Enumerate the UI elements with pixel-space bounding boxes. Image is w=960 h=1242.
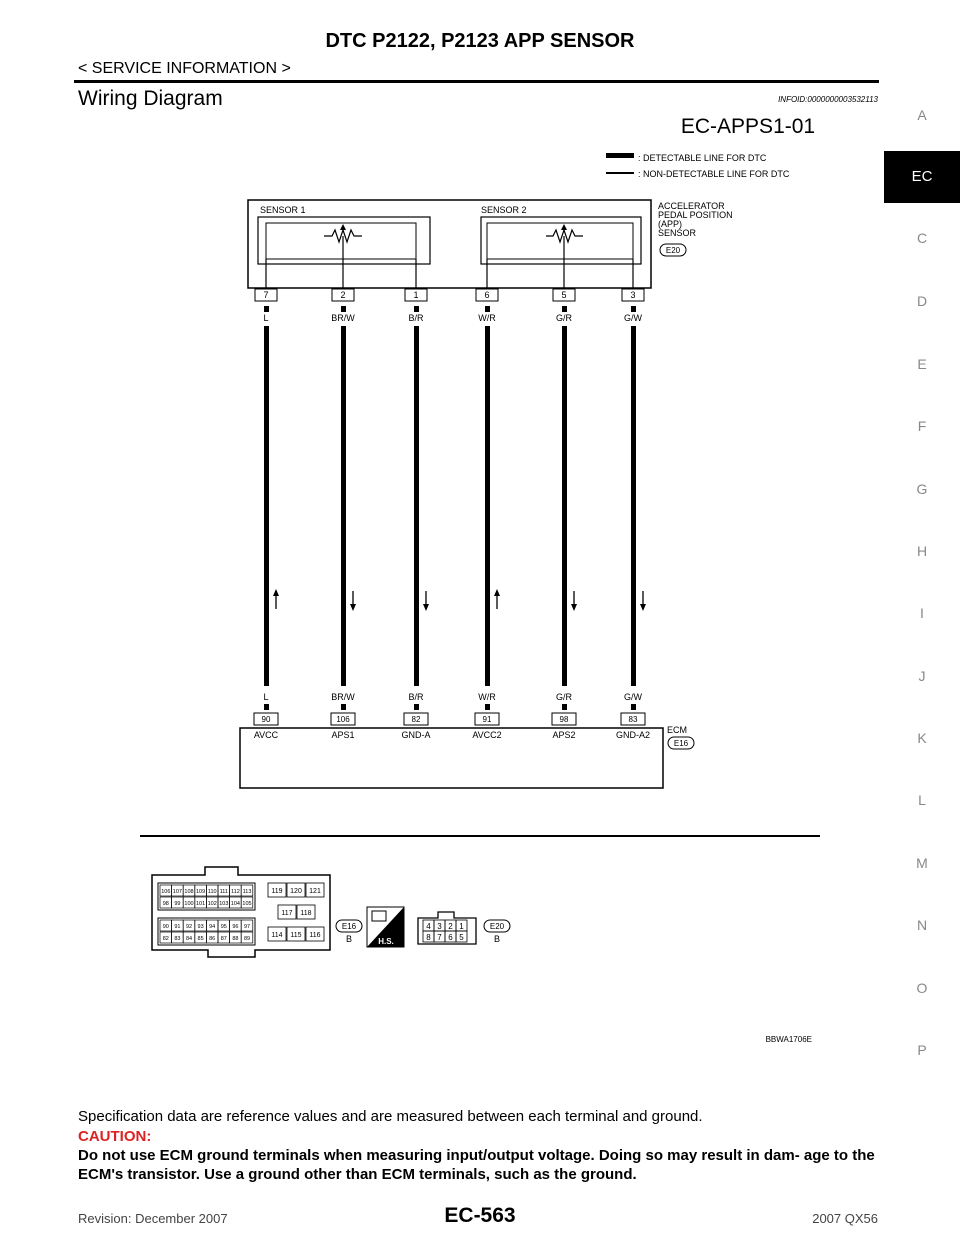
figure-id: BBWA1706E <box>765 1035 812 1044</box>
wire-4 <box>472 289 501 740</box>
wire-line <box>562 326 567 686</box>
sensor-pin-number: 5 <box>561 290 567 300</box>
ecm-cell-label: 107 <box>172 889 182 895</box>
signal-arrow-down-icon <box>423 591 429 611</box>
ecm-pin-number: 82 <box>411 715 421 724</box>
ecm-cell-label: 91 <box>174 924 181 930</box>
e20-cell-label: 4 <box>426 922 431 931</box>
e20-color: B <box>493 934 501 944</box>
wire-color-top: W/R <box>478 313 496 323</box>
signal-arrow-down-icon <box>350 591 356 611</box>
ecm-cell-label: 82 <box>162 936 169 942</box>
sensor-pin-number: 3 <box>630 290 636 300</box>
app-sensor-outline <box>248 200 651 288</box>
ecm-cell-label: 118 <box>300 910 312 917</box>
e20-cell-label: 2 <box>448 922 453 931</box>
ecm-cell-label: 106 <box>161 889 171 895</box>
wire-color-bottom: B/R <box>408 692 424 702</box>
ecm-signal-name: AVCC <box>253 730 279 740</box>
section-index-c[interactable]: C <box>916 230 928 246</box>
wire-line <box>485 326 490 686</box>
ecm-cell-label: 87 <box>220 936 227 942</box>
ecm-cell-label: 97 <box>243 924 251 930</box>
ecm-cell-label: 96 <box>232 924 239 930</box>
ecm-cell-label: 108 <box>184 889 194 895</box>
wire-color-bottom: BR/W <box>331 692 355 702</box>
section-index-f[interactable]: F <box>917 418 927 434</box>
section-index-d[interactable]: D <box>916 293 928 309</box>
section-index-a[interactable]: A <box>917 107 927 123</box>
ecm-cell-label: 117 <box>281 910 293 917</box>
ecm-cell-label: 104 <box>230 901 240 907</box>
diagram-legend <box>606 153 790 179</box>
ecm-cell-label: 114 <box>271 932 283 939</box>
e20-code: E20 <box>489 922 505 931</box>
ecm-signal-name: APS1 <box>331 730 355 740</box>
ecm-cell-label: 116 <box>309 932 321 939</box>
ecm-cell-label: 111 <box>219 889 228 895</box>
wire-line <box>414 326 419 686</box>
wire-color-top: L <box>263 313 269 323</box>
ecm-signal-name: GND-A <box>401 730 431 740</box>
sensor2-wiper-icon <box>561 224 567 230</box>
signal-arrow-up-icon <box>273 589 279 609</box>
sensor-pin-number: 2 <box>340 290 346 300</box>
sensor-name-line-2: PEDAL POSITION <box>658 210 733 220</box>
sensor-name-line-3: (APP) <box>658 219 683 229</box>
section-index-l[interactable]: L <box>918 792 926 808</box>
sensor1-wiper-icon <box>340 224 346 230</box>
sensor1-label: SENSOR 1 <box>260 205 306 215</box>
ecm-cell-label: 109 <box>196 889 206 895</box>
wire-color-top: G/R <box>555 313 573 323</box>
wire-color-bottom: G/W <box>624 692 642 702</box>
sensor-pin-number: 1 <box>413 290 419 300</box>
ecm-cell-label: 112 <box>231 889 240 895</box>
ecm-cell-label: 110 <box>207 889 217 895</box>
wire-5 <box>552 289 577 740</box>
ecm-signal-name: APS2 <box>552 730 576 740</box>
wire-color-top: B/R <box>408 313 424 323</box>
harness-side-icon <box>367 907 404 947</box>
section-index-k[interactable]: K <box>917 730 927 746</box>
section-index-i[interactable]: I <box>920 605 924 621</box>
section-index-e[interactable]: E <box>917 356 927 372</box>
ecm-cell-label: 86 <box>209 936 216 942</box>
ecm-cell-label: 95 <box>220 924 227 930</box>
ecm-cell-label: 89 <box>243 936 251 942</box>
sensor1-element <box>258 217 430 264</box>
wire-color-top: BR/W <box>331 313 355 323</box>
wire-color-bottom: W/R <box>478 692 496 702</box>
ecm-cell-label: 93 <box>197 924 204 930</box>
caution-label: CAUTION: <box>78 1128 152 1145</box>
section-index-m[interactable]: M <box>916 855 928 871</box>
hs-label: H.S. <box>378 937 394 946</box>
wire-harness <box>254 289 650 740</box>
diagram-title: EC-APPS1-01 <box>680 115 816 138</box>
ecm-cell-label: 102 <box>207 901 217 907</box>
wire-1 <box>254 289 279 740</box>
ecm-cell-label: 100 <box>184 901 194 907</box>
e20-cell-label: 8 <box>426 933 431 942</box>
ecm-pin-number: 83 <box>628 715 638 724</box>
wire-color-top: G/W <box>624 313 642 323</box>
ecm-cell-label: 113 <box>242 889 252 895</box>
wire-color-bottom: G/R <box>555 692 573 702</box>
footer-model: 2007 QX56 <box>812 1211 878 1226</box>
ecm-pin-number: 91 <box>482 715 492 724</box>
section-index-ec[interactable]: EC <box>884 151 960 203</box>
e20-connector-cells <box>423 920 467 942</box>
signal-arrow-up-icon <box>494 589 500 609</box>
sensor-pin-number: 7 <box>263 290 269 300</box>
spec-text: Specification data are reference values and are measured between each terminal and ground. <box>78 1108 703 1125</box>
wire-line <box>264 326 269 686</box>
ecm-cell-label: 99 <box>174 901 181 907</box>
legend-detectable-label: : DETECTABLE LINE FOR DTC <box>638 153 767 163</box>
ecm-cell-label: 119 <box>271 888 283 895</box>
e20-cell-label: 6 <box>448 933 453 942</box>
page-title: DTC P2122, P2123 APP SENSOR <box>325 30 635 52</box>
ecm-connector-code: E16 <box>673 739 689 748</box>
wire-color-bottom: L <box>263 692 269 702</box>
section-index-h[interactable]: H <box>916 543 928 559</box>
ecm-cell-label: 92 <box>185 924 193 930</box>
ecm-cell-label: 98 <box>162 901 169 907</box>
ecm-cell-label: 121 <box>309 888 321 895</box>
ecm-cell-label: 101 <box>196 901 206 907</box>
connector-views <box>152 867 510 957</box>
sensor-name-line-4: SENSOR <box>658 228 697 238</box>
e16-color: B <box>345 934 353 944</box>
sensor-name-line-1: ACCELERATOR <box>658 201 725 211</box>
ecm-pin-number: 90 <box>261 715 271 724</box>
sensor-pin-number: 6 <box>484 290 490 300</box>
footer-revision: Revision: December 2007 <box>78 1211 228 1226</box>
sensor2-label: SENSOR 2 <box>481 205 527 215</box>
ecm-cell-label: 94 <box>209 924 216 930</box>
ecm-cell-label: 90 <box>162 924 169 930</box>
e20-cell-label: 7 <box>437 933 442 942</box>
wire-line <box>631 326 636 686</box>
ecm-cell-label: 103 <box>219 901 229 907</box>
ecm-signal-name: AVCC2 <box>472 730 502 740</box>
wire-3 <box>402 289 431 740</box>
footer-page-number: EC-563 <box>444 1204 516 1227</box>
caution-text: Do not use ECM ground terminals when measuring input/output voltage. Doing so may result in dam- age to the ECM's transistor. Use a ground other than ECM terminals, such as the ground. <box>78 1147 875 1183</box>
wire-6 <box>616 289 650 740</box>
ecm-cell-label: 84 <box>185 936 193 942</box>
ecm-connector-cells <box>158 883 324 945</box>
ecm-cell-label: 120 <box>290 888 302 895</box>
non-detectable-line-swatch <box>606 172 634 174</box>
section-index-p[interactable]: P <box>917 1042 927 1058</box>
e20-cell-label: 3 <box>437 922 442 931</box>
detectable-line-swatch <box>606 153 634 158</box>
ecm-cell-label: 83 <box>174 936 181 942</box>
section-index-n[interactable]: N <box>916 917 928 933</box>
section-index-j[interactable]: J <box>918 668 926 684</box>
section-heading: Wiring Diagram <box>78 87 223 110</box>
section-index-g[interactable]: G <box>916 481 928 497</box>
signal-arrow-down-icon <box>571 591 577 611</box>
ecm-cell-label: 105 <box>242 901 252 907</box>
app-sensor-block <box>248 200 733 288</box>
ecm-label: ECM <box>667 725 687 735</box>
section-tag: < SERVICE INFORMATION > <box>78 60 291 77</box>
ecm-pin-number: 98 <box>559 715 569 724</box>
sensor-connector-code: E20 <box>665 246 681 255</box>
ecm-cell-label: 88 <box>232 936 239 942</box>
ecm-outline <box>240 728 663 788</box>
e20-cell-label: 5 <box>459 933 464 942</box>
e20-cell-label: 1 <box>459 922 464 931</box>
ecm-cell-label: 115 <box>290 932 302 939</box>
wire-line <box>341 326 346 686</box>
info-id: INFOID:0000000003532113 <box>778 95 878 104</box>
section-index-o[interactable]: O <box>916 980 928 996</box>
e16-code: E16 <box>341 922 357 931</box>
ecm-cell-label: 85 <box>197 936 204 942</box>
signal-arrow-down-icon <box>640 591 646 611</box>
ecm-pin-number: 106 <box>336 715 350 724</box>
legend-non-detectable-label: : NON-DETECTABLE LINE FOR DTC <box>638 169 790 179</box>
wire-2 <box>331 289 356 740</box>
ecm-signal-name: GND-A2 <box>615 730 651 740</box>
